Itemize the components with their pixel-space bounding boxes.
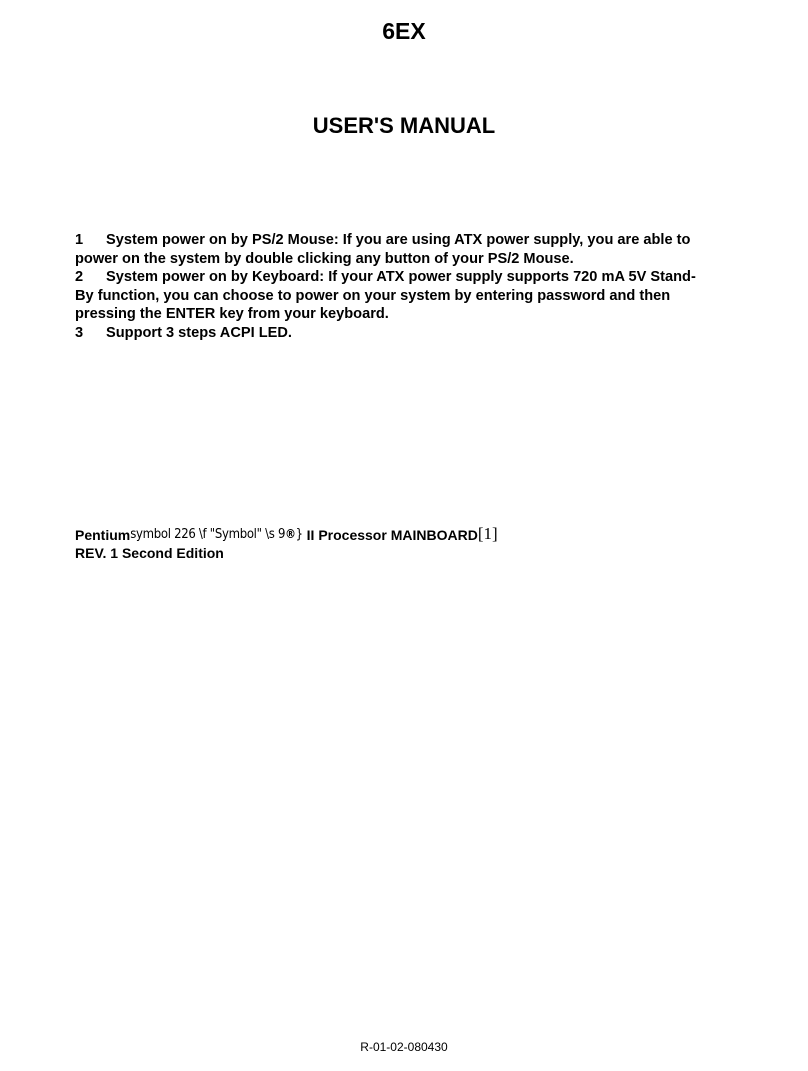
feature-item-2-line-3: pressing the ENTER key from your keyboard. [75, 306, 389, 322]
product-name-line [75, 526, 498, 546]
document-code: R-01-02-080430 [360, 1040, 448, 1054]
registered-mark: ® [285, 527, 296, 541]
feature-number: 2 [75, 269, 84, 285]
feature-text: Support 3 steps ACPI LED. [106, 324, 292, 341]
manual-model-heading: 6EX [382, 18, 426, 44]
edition-label: REV. 1 Second Edition [75, 545, 224, 561]
product-name-suffix: II Processor MAINBOARD [302, 527, 478, 543]
feature-text: System power on by Keyboard: If your ATX power supply supports 720 mA 5V Stand- [106, 269, 696, 285]
feature-item-3-line-1 [75, 324, 735, 343]
symbol-field-code [130, 527, 303, 542]
feature-item-1-line-2: power on the system by double clicking any button of your PS/2 Mouse. [75, 250, 574, 267]
feature-text: System power on by PS/2 Mouse: If you are using ATX power supply, you are able to [106, 232, 691, 248]
product-name-prefix: Pentium [75, 527, 131, 543]
manual-title: USER'S MANUAL [312, 113, 496, 138]
footnote-reference: [1] [477, 524, 498, 543]
feature-number: 3 [75, 324, 84, 341]
field-close-brace: } [295, 527, 303, 542]
feature-item-2-line-2: By function, you can choose to power on your system by entering password and then [75, 287, 671, 304]
feature-item-1-line-1 [75, 231, 735, 250]
feature-list [75, 231, 735, 342]
field-code-text: symbol 226 \f "Symbol" \s 9 [130, 527, 286, 542]
feature-number: 1 [75, 232, 84, 248]
feature-item-2-line-1 [75, 268, 735, 287]
